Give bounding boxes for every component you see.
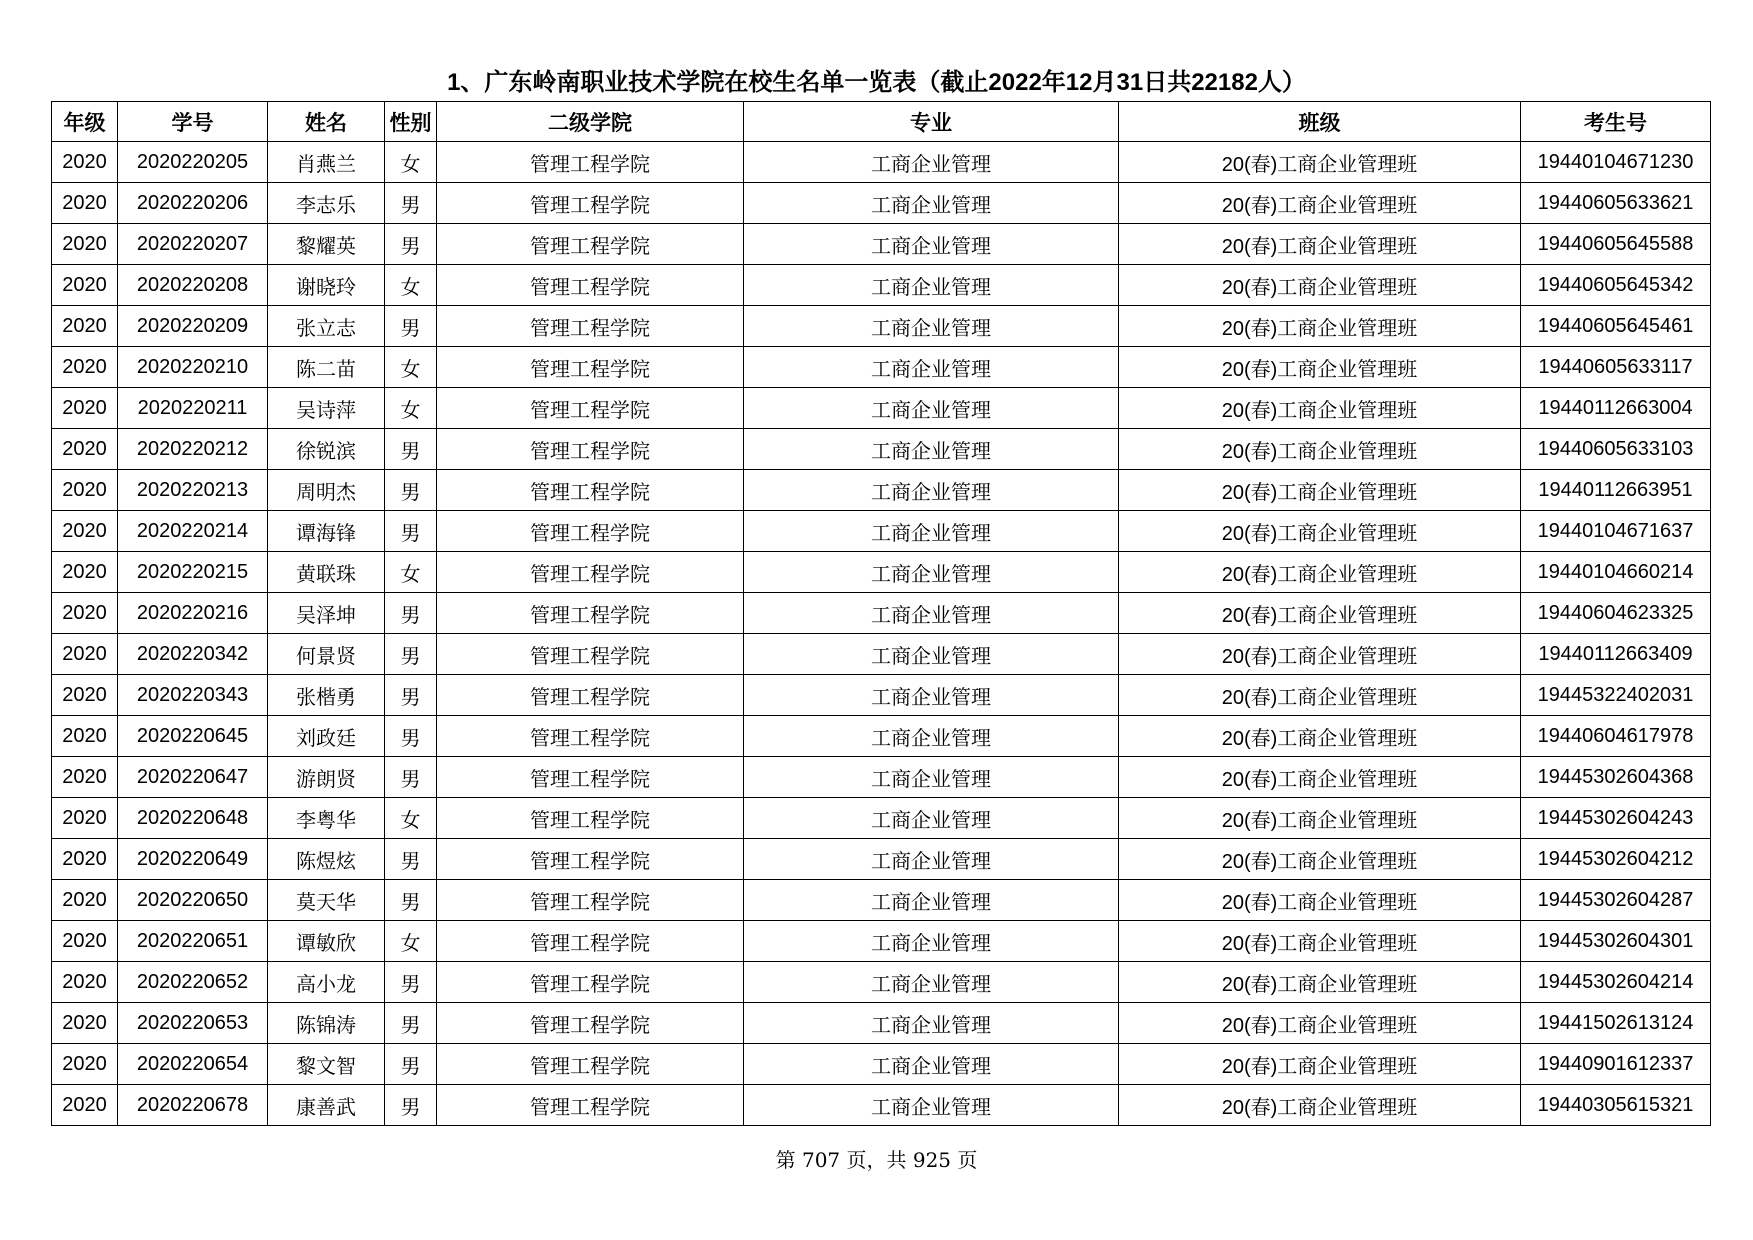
exam-number-cell: 19440605633103 — [1521, 429, 1711, 470]
table-row — [52, 839, 1711, 880]
exam-number-cell: 19445302604214 — [1521, 962, 1711, 1003]
name-cell: 谢晓玲 — [268, 265, 385, 306]
table-row — [52, 265, 1711, 306]
student-id-cell: 2020220652 — [118, 962, 268, 1003]
major-cell: 工商企业管理 — [744, 183, 1119, 224]
table-row — [52, 634, 1711, 675]
major-cell: 工商企业管理 — [744, 1003, 1119, 1044]
gender-cell: 女 — [385, 921, 437, 962]
student-id-cell: 2020220648 — [118, 798, 268, 839]
college-cell: 管理工程学院 — [437, 798, 744, 839]
major-cell: 工商企业管理 — [744, 757, 1119, 798]
student-id-cell: 2020220645 — [118, 716, 268, 757]
column-header-exam-number: 考生号 — [1521, 102, 1711, 142]
gender-cell: 男 — [385, 511, 437, 552]
exam-number-cell: 19440604623325 — [1521, 593, 1711, 634]
gender-cell: 女 — [385, 798, 437, 839]
table-body — [52, 142, 1711, 1126]
exam-number-cell: 19440104671637 — [1521, 511, 1711, 552]
major-cell: 工商企业管理 — [744, 347, 1119, 388]
student-id-cell: 2020220214 — [118, 511, 268, 552]
name-cell: 李粤华 — [268, 798, 385, 839]
grade-cell: 2020 — [52, 388, 118, 429]
college-cell: 管理工程学院 — [437, 675, 744, 716]
college-cell: 管理工程学院 — [437, 511, 744, 552]
class-cell: 20(春)工商企业管理班 — [1119, 224, 1521, 265]
college-cell: 管理工程学院 — [437, 347, 744, 388]
student-id-cell: 2020220208 — [118, 265, 268, 306]
name-cell: 陈二苗 — [268, 347, 385, 388]
name-cell: 谭敏欣 — [268, 921, 385, 962]
student-id-cell: 2020220215 — [118, 552, 268, 593]
column-header-gender: 性别 — [385, 102, 437, 142]
college-cell: 管理工程学院 — [437, 265, 744, 306]
college-cell: 管理工程学院 — [437, 429, 744, 470]
class-cell: 20(春)工商企业管理班 — [1119, 880, 1521, 921]
exam-number-cell: 19441502613124 — [1521, 1003, 1711, 1044]
college-cell: 管理工程学院 — [437, 142, 744, 183]
name-cell: 刘政廷 — [268, 716, 385, 757]
gender-cell: 男 — [385, 1003, 437, 1044]
table-row — [52, 716, 1711, 757]
name-cell: 黎文智 — [268, 1044, 385, 1085]
grade-cell: 2020 — [52, 962, 118, 1003]
college-cell: 管理工程学院 — [437, 552, 744, 593]
table-row — [52, 1085, 1711, 1126]
gender-cell: 女 — [385, 142, 437, 183]
exam-number-cell: 19440605645461 — [1521, 306, 1711, 347]
class-cell: 20(春)工商企业管理班 — [1119, 1044, 1521, 1085]
name-cell: 黄联珠 — [268, 552, 385, 593]
class-cell: 20(春)工商企业管理班 — [1119, 552, 1521, 593]
student-id-cell: 2020220651 — [118, 921, 268, 962]
class-cell: 20(春)工商企业管理班 — [1119, 142, 1521, 183]
college-cell: 管理工程学院 — [437, 306, 744, 347]
exam-number-cell: 19445302604212 — [1521, 839, 1711, 880]
name-cell: 徐锐滨 — [268, 429, 385, 470]
table-row — [52, 880, 1711, 921]
class-cell: 20(春)工商企业管理班 — [1119, 511, 1521, 552]
table-row — [52, 1003, 1711, 1044]
class-cell: 20(春)工商企业管理班 — [1119, 429, 1521, 470]
major-cell: 工商企业管理 — [744, 1085, 1119, 1126]
college-cell: 管理工程学院 — [437, 921, 744, 962]
table-row — [52, 306, 1711, 347]
student-id-cell: 2020220209 — [118, 306, 268, 347]
class-cell: 20(春)工商企业管理班 — [1119, 757, 1521, 798]
exam-number-cell: 19440104660214 — [1521, 552, 1711, 593]
student-id-cell: 2020220211 — [118, 388, 268, 429]
class-cell: 20(春)工商企业管理班 — [1119, 716, 1521, 757]
grade-cell: 2020 — [52, 470, 118, 511]
table-row — [52, 388, 1711, 429]
name-cell: 吴泽坤 — [268, 593, 385, 634]
major-cell: 工商企业管理 — [744, 142, 1119, 183]
name-cell: 张楷勇 — [268, 675, 385, 716]
gender-cell: 男 — [385, 675, 437, 716]
table-row — [52, 552, 1711, 593]
student-id-cell: 2020220205 — [118, 142, 268, 183]
student-id-cell: 2020220342 — [118, 634, 268, 675]
grade-cell: 2020 — [52, 265, 118, 306]
grade-cell: 2020 — [52, 634, 118, 675]
grade-cell: 2020 — [52, 593, 118, 634]
major-cell: 工商企业管理 — [744, 265, 1119, 306]
exam-number-cell: 19445302604287 — [1521, 880, 1711, 921]
name-cell: 陈煜炫 — [268, 839, 385, 880]
major-cell: 工商企业管理 — [744, 716, 1119, 757]
college-cell: 管理工程学院 — [437, 1003, 744, 1044]
table-row — [52, 347, 1711, 388]
major-cell: 工商企业管理 — [744, 593, 1119, 634]
major-cell: 工商企业管理 — [744, 388, 1119, 429]
name-cell: 莫天华 — [268, 880, 385, 921]
gender-cell: 男 — [385, 306, 437, 347]
gender-cell: 男 — [385, 839, 437, 880]
class-cell: 20(春)工商企业管理班 — [1119, 1085, 1521, 1126]
gender-cell: 女 — [385, 388, 437, 429]
name-cell: 游朗贤 — [268, 757, 385, 798]
grade-cell: 2020 — [52, 675, 118, 716]
name-cell: 陈锦涛 — [268, 1003, 385, 1044]
gender-cell: 男 — [385, 962, 437, 1003]
table-row — [52, 962, 1711, 1003]
major-cell: 工商企业管理 — [744, 429, 1119, 470]
class-cell: 20(春)工商企业管理班 — [1119, 183, 1521, 224]
exam-number-cell: 19440305615321 — [1521, 1085, 1711, 1126]
grade-cell: 2020 — [52, 1085, 118, 1126]
name-cell: 吴诗萍 — [268, 388, 385, 429]
gender-cell: 男 — [385, 593, 437, 634]
college-cell: 管理工程学院 — [437, 1085, 744, 1126]
college-cell: 管理工程学院 — [437, 183, 744, 224]
exam-number-cell: 19445322402031 — [1521, 675, 1711, 716]
gender-cell: 男 — [385, 224, 437, 265]
college-cell: 管理工程学院 — [437, 716, 744, 757]
student-id-cell: 2020220343 — [118, 675, 268, 716]
college-cell: 管理工程学院 — [437, 1044, 744, 1085]
grade-cell: 2020 — [52, 798, 118, 839]
class-cell: 20(春)工商企业管理班 — [1119, 798, 1521, 839]
exam-number-cell: 19445302604243 — [1521, 798, 1711, 839]
gender-cell: 女 — [385, 265, 437, 306]
name-cell: 高小龙 — [268, 962, 385, 1003]
major-cell: 工商企业管理 — [744, 962, 1119, 1003]
grade-cell: 2020 — [52, 552, 118, 593]
college-cell: 管理工程学院 — [437, 757, 744, 798]
exam-number-cell: 19440604617978 — [1521, 716, 1711, 757]
gender-cell: 女 — [385, 347, 437, 388]
grade-cell: 2020 — [52, 183, 118, 224]
column-header-grade: 年级 — [52, 102, 118, 142]
major-cell: 工商企业管理 — [744, 306, 1119, 347]
grade-cell: 2020 — [52, 306, 118, 347]
name-cell: 张立志 — [268, 306, 385, 347]
student-id-cell: 2020220653 — [118, 1003, 268, 1044]
name-cell: 谭海锋 — [268, 511, 385, 552]
name-cell: 肖燕兰 — [268, 142, 385, 183]
student-id-cell: 2020220207 — [118, 224, 268, 265]
table-row — [52, 593, 1711, 634]
class-cell: 20(春)工商企业管理班 — [1119, 265, 1521, 306]
document-title: 1、广东岭南职业技术学院在校生名单一览表（截止2022年12月31日共22182人） — [447, 69, 1306, 96]
grade-cell: 2020 — [52, 1044, 118, 1085]
table-row — [52, 183, 1711, 224]
exam-number-cell: 19440605645342 — [1521, 265, 1711, 306]
name-cell: 黎耀英 — [268, 224, 385, 265]
major-cell: 工商企业管理 — [744, 224, 1119, 265]
table-header-row — [52, 102, 1711, 142]
student-id-cell: 2020220213 — [118, 470, 268, 511]
grade-cell: 2020 — [52, 429, 118, 470]
exam-number-cell: 19440901612337 — [1521, 1044, 1711, 1085]
class-cell: 20(春)工商企业管理班 — [1119, 593, 1521, 634]
student-id-cell: 2020220210 — [118, 347, 268, 388]
student-id-cell: 2020220650 — [118, 880, 268, 921]
student-id-cell: 2020220212 — [118, 429, 268, 470]
class-cell: 20(春)工商企业管理班 — [1119, 634, 1521, 675]
table-row — [52, 798, 1711, 839]
gender-cell: 男 — [385, 634, 437, 675]
student-id-cell: 2020220647 — [118, 757, 268, 798]
student-roster-table — [51, 101, 1711, 1126]
student-id-cell: 2020220678 — [118, 1085, 268, 1126]
gender-cell: 男 — [385, 1085, 437, 1126]
column-header-class: 班级 — [1119, 102, 1521, 142]
table-row — [52, 429, 1711, 470]
class-cell: 20(春)工商企业管理班 — [1119, 1003, 1521, 1044]
class-cell: 20(春)工商企业管理班 — [1119, 388, 1521, 429]
gender-cell: 男 — [385, 1044, 437, 1085]
column-header-college: 二级学院 — [437, 102, 744, 142]
gender-cell: 男 — [385, 716, 437, 757]
student-id-cell: 2020220654 — [118, 1044, 268, 1085]
college-cell: 管理工程学院 — [437, 224, 744, 265]
exam-number-cell: 19440605633117 — [1521, 347, 1711, 388]
exam-number-cell: 19440104671230 — [1521, 142, 1711, 183]
grade-cell: 2020 — [52, 347, 118, 388]
grade-cell: 2020 — [52, 142, 118, 183]
exam-number-cell: 19440605633621 — [1521, 183, 1711, 224]
grade-cell: 2020 — [52, 1003, 118, 1044]
major-cell: 工商企业管理 — [744, 634, 1119, 675]
table-row — [52, 1044, 1711, 1085]
class-cell: 20(春)工商企业管理班 — [1119, 962, 1521, 1003]
student-id-cell: 2020220216 — [118, 593, 268, 634]
grade-cell: 2020 — [52, 511, 118, 552]
major-cell: 工商企业管理 — [744, 880, 1119, 921]
name-cell: 周明杰 — [268, 470, 385, 511]
student-id-cell: 2020220649 — [118, 839, 268, 880]
name-cell: 李志乐 — [268, 183, 385, 224]
table-row — [52, 921, 1711, 962]
class-cell: 20(春)工商企业管理班 — [1119, 306, 1521, 347]
table-row — [52, 511, 1711, 552]
student-id-cell: 2020220206 — [118, 183, 268, 224]
major-cell: 工商企业管理 — [744, 921, 1119, 962]
college-cell: 管理工程学院 — [437, 388, 744, 429]
column-header-major: 专业 — [744, 102, 1119, 142]
class-cell: 20(春)工商企业管理班 — [1119, 470, 1521, 511]
major-cell: 工商企业管理 — [744, 552, 1119, 593]
table-row — [52, 757, 1711, 798]
college-cell: 管理工程学院 — [437, 634, 744, 675]
name-cell: 康善武 — [268, 1085, 385, 1126]
table-row — [52, 675, 1711, 716]
class-cell: 20(春)工商企业管理班 — [1119, 347, 1521, 388]
table-row — [52, 224, 1711, 265]
column-header-name: 姓名 — [268, 102, 385, 142]
gender-cell: 女 — [385, 552, 437, 593]
major-cell: 工商企业管理 — [744, 511, 1119, 552]
exam-number-cell: 19440112663004 — [1521, 388, 1711, 429]
major-cell: 工商企业管理 — [744, 470, 1119, 511]
gender-cell: 男 — [385, 183, 437, 224]
college-cell: 管理工程学院 — [437, 839, 744, 880]
column-header-student-id: 学号 — [118, 102, 268, 142]
gender-cell: 男 — [385, 880, 437, 921]
table-row — [52, 470, 1711, 511]
grade-cell: 2020 — [52, 716, 118, 757]
college-cell: 管理工程学院 — [437, 962, 744, 1003]
exam-number-cell: 19445302604301 — [1521, 921, 1711, 962]
exam-number-cell: 19440605645588 — [1521, 224, 1711, 265]
class-cell: 20(春)工商企业管理班 — [1119, 675, 1521, 716]
class-cell: 20(春)工商企业管理班 — [1119, 921, 1521, 962]
grade-cell: 2020 — [52, 839, 118, 880]
exam-number-cell: 19445302604368 — [1521, 757, 1711, 798]
major-cell: 工商企业管理 — [744, 675, 1119, 716]
gender-cell: 男 — [385, 429, 437, 470]
grade-cell: 2020 — [52, 880, 118, 921]
gender-cell: 男 — [385, 757, 437, 798]
major-cell: 工商企业管理 — [744, 1044, 1119, 1085]
exam-number-cell: 19440112663951 — [1521, 470, 1711, 511]
college-cell: 管理工程学院 — [437, 593, 744, 634]
page-number-footer: 第 707 页，共 925 页 — [775, 1148, 978, 1172]
table-row — [52, 142, 1711, 183]
grade-cell: 2020 — [52, 224, 118, 265]
class-cell: 20(春)工商企业管理班 — [1119, 839, 1521, 880]
exam-number-cell: 19440112663409 — [1521, 634, 1711, 675]
college-cell: 管理工程学院 — [437, 880, 744, 921]
name-cell: 何景贤 — [268, 634, 385, 675]
major-cell: 工商企业管理 — [744, 839, 1119, 880]
college-cell: 管理工程学院 — [437, 470, 744, 511]
grade-cell: 2020 — [52, 921, 118, 962]
gender-cell: 男 — [385, 470, 437, 511]
major-cell: 工商企业管理 — [744, 798, 1119, 839]
grade-cell: 2020 — [52, 757, 118, 798]
